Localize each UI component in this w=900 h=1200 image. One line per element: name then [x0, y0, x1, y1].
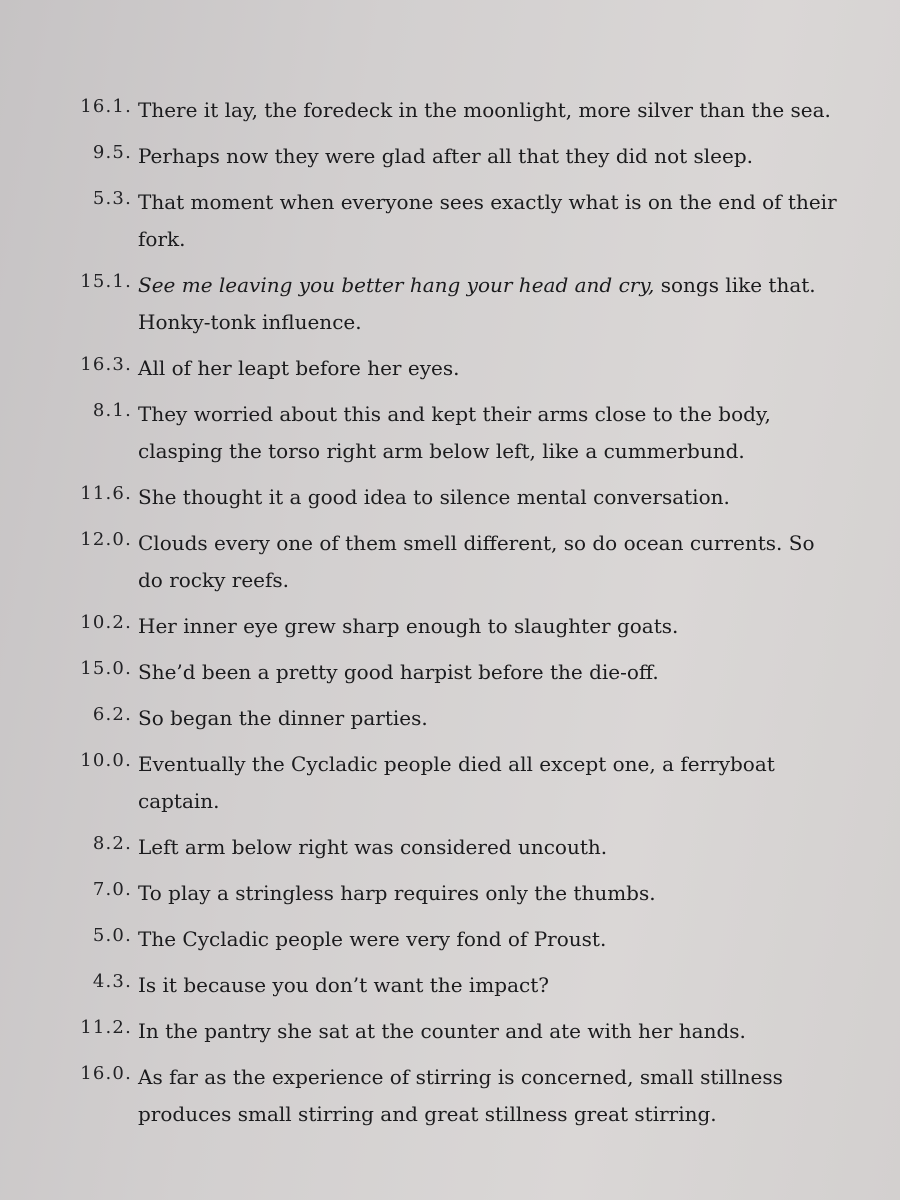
list-item [70, 875, 870, 912]
line-text: Her inner eye grew sharp enough to slaughter goats. [138, 614, 679, 638]
list-item [70, 829, 870, 866]
line-number: 12.0. [80, 529, 132, 550]
list-item [70, 967, 870, 1004]
list-item [70, 746, 870, 820]
line-text: That moment when everyone sees exactly what is on the end of their fork. [138, 190, 837, 251]
line-number: 11.2. [80, 1017, 132, 1038]
line-text: They worried about this and kept their arms close to the body, clasping the torso right arm below left, like a cummerbund. [138, 402, 771, 463]
line-number: 5.3. [92, 188, 132, 209]
list-item [70, 525, 870, 599]
line-text: Is it because you don’t want the impact? [138, 973, 549, 997]
line-number: 15.1. [80, 271, 132, 292]
list-item [70, 92, 870, 129]
line-text: Perhaps now they were glad after all that they did not sleep. [138, 144, 753, 168]
list-item [70, 350, 870, 387]
line-text: In the pantry she sat at the counter and ate with her hands. [138, 1019, 746, 1043]
list-item [70, 479, 870, 516]
line-number: 16.0. [80, 1063, 132, 1084]
list-item [70, 1013, 870, 1050]
line-text-rest: songs like that. Honky-tonk influence. [138, 273, 816, 334]
line-number: 4.3. [92, 971, 132, 992]
list-item [70, 608, 870, 645]
line-number: 10.0. [80, 750, 132, 771]
line-number: 15.0. [80, 658, 132, 679]
line-number: 9.5. [92, 142, 132, 163]
line-number: 8.1. [92, 400, 132, 421]
list-item [70, 267, 870, 341]
line-number: 8.2. [92, 833, 132, 854]
list-item [70, 700, 870, 737]
line-number: 10.2. [80, 612, 132, 633]
line-text: All of her leapt before her eyes. [138, 356, 460, 380]
line-text: As far as the experience of stirring is concerned, small stillness produces small stirring and great stillness great stirring. [138, 1065, 783, 1126]
list-item [70, 921, 870, 958]
line-text: She’d been a pretty good harpist before the die-off. [138, 660, 659, 684]
list-item [70, 1059, 870, 1133]
line-text: To play a stringless harp requires only the thumbs. [138, 881, 656, 905]
line-text: Clouds every one of them smell different, so do ocean currents. So do rocky reefs. [138, 531, 815, 592]
line-text [138, 267, 838, 341]
line-number: 5.0. [92, 925, 132, 946]
line-text: Eventually the Cycladic people died all except one, a ferryboat captain. [138, 752, 775, 813]
list-item [70, 184, 870, 258]
list-item [70, 396, 870, 470]
numbered-line-list [70, 92, 870, 1142]
line-number: 11.6. [80, 483, 132, 504]
line-number: 16.1. [80, 96, 132, 117]
line-number: 7.0. [92, 879, 132, 900]
line-text: She thought it a good idea to silence mental conversation. [138, 485, 730, 509]
list-item [70, 654, 870, 691]
line-text: Left arm below right was considered uncouth. [138, 835, 608, 859]
line-number: 6.2. [92, 704, 132, 725]
line-number: 16.3. [80, 354, 132, 375]
line-text: There it lay, the foredeck in the moonlight, more silver than the sea. [138, 98, 831, 122]
line-text-italic: See me leaving you better hang your head and cry, [138, 273, 655, 297]
list-item [70, 138, 870, 175]
line-text: So began the dinner parties. [138, 706, 428, 730]
line-text: The Cycladic people were very fond of Proust. [138, 927, 607, 951]
